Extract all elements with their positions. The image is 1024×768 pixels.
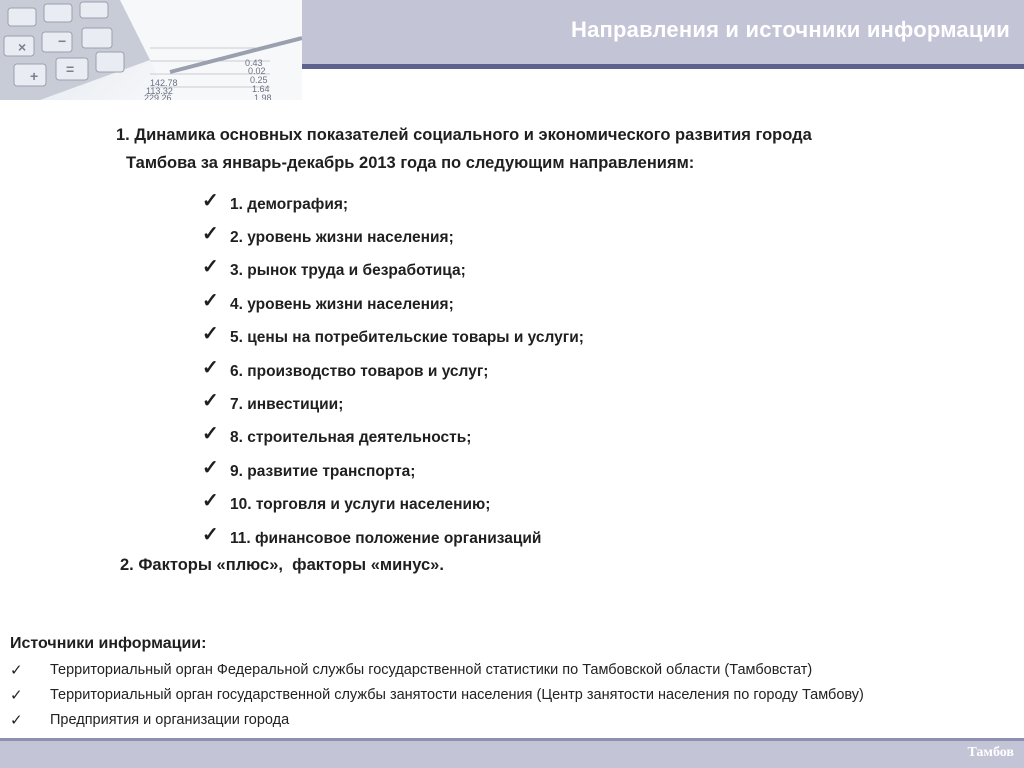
check-icon: ✓ — [202, 356, 219, 379]
check-icon: ✓ — [202, 523, 219, 546]
direction-text: 7. инвестиции; — [230, 396, 344, 414]
footer-label: Тамбов — [967, 745, 1014, 760]
directions-list — [202, 188, 584, 555]
list-item — [202, 522, 584, 555]
source-text: Территориальный орган государственной службы занятости населения (Центр занятости населения по городу Тамбову) — [50, 686, 864, 703]
svg-text:=: = — [66, 61, 75, 77]
list-item — [10, 707, 864, 732]
direction-text: 5. цены на потребительские товары и услуги; — [230, 329, 584, 347]
image-number-text: 0.25 — [250, 75, 268, 85]
page-title: Направления и источники информации — [571, 17, 1010, 42]
check-icon: ✓ — [202, 256, 219, 279]
list-item — [202, 221, 584, 254]
image-number-text: 0.02 — [248, 66, 266, 76]
header-rule — [302, 64, 1024, 69]
direction-text: 9. развитие транспорта; — [230, 462, 416, 480]
footer-band — [0, 741, 1024, 768]
list-item — [202, 422, 584, 455]
list-item — [202, 255, 584, 288]
list-item — [202, 355, 584, 388]
check-icon: ✓ — [202, 456, 219, 479]
list-item — [10, 657, 864, 682]
check-icon: ✓ — [10, 661, 23, 679]
svg-text:×: × — [18, 39, 27, 55]
list-item — [202, 322, 584, 355]
direction-text: 8. строительная деятельность; — [230, 429, 472, 447]
list-item — [202, 489, 584, 522]
direction-text: 11. финансовое положение организаций — [230, 529, 542, 547]
intro-line-2: Тамбова за январь-декабрь 2013 года по следующим направлениям: — [126, 154, 695, 172]
source-text: Территориальный орган Федеральной службы государственной статистики по Тамбовской области (Тамбовстат) — [50, 661, 813, 678]
check-icon: ✓ — [202, 189, 219, 212]
check-icon: ✓ — [10, 686, 23, 704]
list-item — [202, 188, 584, 221]
intro-line-1: 1. Динамика основных показателей социального и экономического развития города — [116, 126, 812, 144]
sources-heading: Источники информации: — [10, 635, 207, 652]
list-item — [202, 388, 584, 421]
header-band — [302, 0, 1024, 64]
check-icon: ✓ — [202, 223, 219, 246]
source-text: Предприятия и организации города — [50, 711, 290, 728]
direction-text: 2. уровень жизни населения; — [230, 229, 454, 247]
image-number-text: 142.78 — [150, 78, 178, 88]
image-number-text: 1.98 — [254, 93, 272, 100]
check-icon: ✓ — [202, 323, 219, 346]
header-calculator-image — [0, 0, 302, 100]
image-number-text: 0.43 — [245, 58, 263, 68]
list-item — [202, 288, 584, 321]
check-icon: ✓ — [202, 390, 219, 413]
intro-paragraph — [116, 121, 996, 177]
direction-text: 6. производство товаров и услуг; — [230, 362, 489, 380]
direction-text: 4. уровень жизни населения; — [230, 295, 454, 313]
image-number-text: 1.64 — [252, 84, 270, 94]
direction-text: 3. рынок труда и безработица; — [230, 262, 466, 280]
svg-text:−: − — [58, 33, 67, 49]
direction-text: 1. демография; — [230, 195, 349, 213]
check-icon: ✓ — [202, 289, 219, 312]
list-item — [10, 682, 864, 707]
check-icon: ✓ — [202, 490, 219, 513]
check-icon: ✓ — [202, 423, 219, 446]
direction-text: 10. торговля и услуги населению; — [230, 496, 491, 514]
list-item — [202, 455, 584, 488]
factors-line: 2. Факторы «плюс», факторы «минус». — [120, 556, 444, 574]
sources-list — [10, 657, 864, 732]
image-number-text: 229.26 — [144, 93, 172, 100]
image-number-text: 113.32 — [146, 86, 173, 96]
check-icon: ✓ — [10, 711, 23, 729]
svg-text:+: + — [30, 68, 39, 84]
